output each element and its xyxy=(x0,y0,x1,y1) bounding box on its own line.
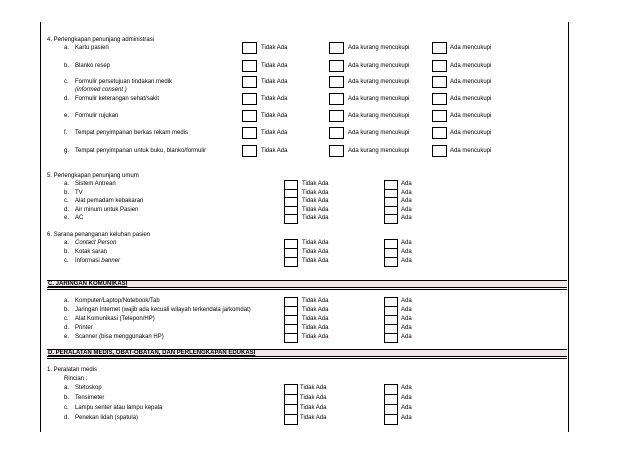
item-letter: d. xyxy=(64,206,70,213)
section-c-header xyxy=(47,280,567,288)
checkbox-tidak-ada[interactable] xyxy=(242,60,257,72)
checkbox-tidak-ada[interactable] xyxy=(284,414,298,425)
item-label-note: (informed consent ) xyxy=(75,87,127,93)
item-label: Penekan lidah (spatula) xyxy=(75,415,139,421)
checkbox-ada[interactable] xyxy=(384,214,398,224)
section-4-title: 4. Perlengkapan penunjang administrasi xyxy=(47,37,155,43)
option-label: Ada xyxy=(401,181,412,187)
option-label: Ada xyxy=(401,198,412,204)
option-label: Tidak Ada xyxy=(261,113,288,119)
checkbox-tidak-ada[interactable] xyxy=(242,127,257,139)
checkbox-tidak-ada[interactable] xyxy=(242,145,257,157)
item-letter: e. xyxy=(64,113,70,119)
section-c-title: C. JARINGAN KOMUNIKASI xyxy=(48,281,128,287)
checkbox-kurang[interactable] xyxy=(329,93,344,105)
option-label: Ada xyxy=(401,415,412,421)
option-label: Ada xyxy=(401,334,412,340)
checkbox-kurang[interactable] xyxy=(329,145,344,157)
checkbox-mencukupi[interactable] xyxy=(432,145,447,157)
option-label: Tidak Ada xyxy=(302,325,329,331)
option-label: Ada xyxy=(401,316,412,322)
checkbox-kurang[interactable] xyxy=(329,42,344,54)
option-label: Tidak Ada xyxy=(300,415,327,421)
item-label: Kartu pasien xyxy=(75,45,109,51)
option-label: Ada kurang mencukupi xyxy=(348,79,410,85)
item-letter: a. xyxy=(64,181,70,187)
checkbox-kurang[interactable] xyxy=(329,60,344,72)
item-label: AC xyxy=(75,215,84,221)
checkbox-mencukupi[interactable] xyxy=(432,127,447,139)
checkbox-ada[interactable] xyxy=(384,257,398,267)
item-label: Formulir rujukan xyxy=(75,113,119,119)
option-label: Ada kurang mencukupi xyxy=(348,148,410,154)
option-label: Ada mencukupi xyxy=(450,63,492,69)
item-letter: c. xyxy=(64,405,69,411)
checkbox-mencukupi[interactable] xyxy=(432,93,447,105)
item-letter: b. xyxy=(64,307,70,313)
option-label: Ada mencukupi xyxy=(450,45,492,51)
checkbox-kurang[interactable] xyxy=(329,110,344,122)
checkbox-tidak-ada[interactable] xyxy=(242,42,257,54)
option-label: Ada xyxy=(401,215,412,221)
option-label: Tidak Ada xyxy=(261,130,288,136)
section-d-note: Rincian : xyxy=(64,376,88,382)
checkbox-tidak-ada[interactable] xyxy=(242,76,257,88)
section-d-subtitle: 1. Peralatan medis xyxy=(47,367,98,373)
option-label: Tidak Ada xyxy=(261,96,288,102)
checkbox-ada[interactable] xyxy=(384,414,398,425)
item-letter: b. xyxy=(64,249,70,255)
item-letter: d. xyxy=(64,325,70,331)
option-label: Tidak Ada xyxy=(302,189,329,196)
divider xyxy=(47,289,567,290)
section-5-title: 5. Perlengkapan penunjang umum xyxy=(47,173,139,179)
item-label: Alat Komunikasi (Telepon/HP) xyxy=(75,316,155,322)
item-letter: b. xyxy=(64,63,70,69)
section-6-title: 6. Sarana penanganan keluhan pasien xyxy=(47,232,151,238)
checkbox-tidak-ada[interactable] xyxy=(242,93,257,105)
option-label: Tidak Ada xyxy=(302,206,329,213)
option-label: Tidak Ada xyxy=(302,307,329,313)
option-label: Ada kurang mencukupi xyxy=(348,45,410,51)
item-letter: b. xyxy=(64,395,70,401)
option-label: Tidak Ada xyxy=(302,298,329,304)
item-letter: b. xyxy=(64,189,70,196)
option-label: Ada mencukupi xyxy=(450,113,492,119)
item-label: TV xyxy=(75,189,83,196)
checkbox-mencukupi[interactable] xyxy=(432,60,447,72)
checkbox-tidak-ada[interactable] xyxy=(284,214,298,224)
option-label: Ada xyxy=(401,307,412,313)
option-label: Tidak Ada xyxy=(302,198,329,204)
item-label: Tempat penyimpanan berkas rekam medis xyxy=(75,130,189,136)
option-label: Tidak Ada xyxy=(302,334,329,340)
option-label: Ada xyxy=(401,240,412,246)
item-letter: d. xyxy=(64,415,70,421)
section-d-header xyxy=(47,349,567,357)
item-letter: c. xyxy=(64,258,69,264)
item-letter: a. xyxy=(64,298,70,304)
option-label: Tidak Ada xyxy=(261,79,288,85)
checkbox-tidak-ada[interactable] xyxy=(284,333,298,343)
divider xyxy=(47,358,567,359)
item-label: Alat pemadam kebakaran xyxy=(75,198,144,204)
option-label: Ada xyxy=(401,258,412,264)
item-letter: c. xyxy=(64,316,69,322)
option-label: Tidak Ada xyxy=(300,395,327,401)
checkbox-kurang[interactable] xyxy=(329,127,344,139)
item-label: Air minum untuk Pasien xyxy=(75,206,139,213)
checkbox-tidak-ada[interactable] xyxy=(242,110,257,122)
item-letter: e. xyxy=(64,334,70,340)
item-label: Contact Person xyxy=(75,240,117,246)
section-d-title: D. PERALATAN MEDIS, OBAT-OBATAN, DAN PERLENGKAPAN EDUKASI xyxy=(48,350,256,356)
item-label: Formulir persetujuan tindakan medik xyxy=(75,79,173,85)
item-label: Kotak saran xyxy=(75,249,108,255)
item-label: Komputer/Laptop/Notebook/Tab xyxy=(75,298,160,304)
option-label: Ada xyxy=(401,189,412,196)
item-letter: a. xyxy=(64,45,70,51)
item-letter: c. xyxy=(64,79,69,85)
option-label: Tidak Ada xyxy=(302,316,329,322)
item-label: Sistem Antrean xyxy=(75,181,116,187)
option-label: Ada mencukupi xyxy=(450,130,492,136)
option-label: Ada mencukupi xyxy=(450,79,492,85)
checkbox-mencukupi[interactable] xyxy=(432,42,447,54)
option-label: Tidak Ada xyxy=(302,240,329,246)
item-label: Printer xyxy=(75,325,93,331)
option-label: Tidak Ada xyxy=(261,63,288,69)
item-letter: a. xyxy=(64,385,70,391)
option-label: Ada mencukupi xyxy=(450,96,492,102)
option-label: Ada xyxy=(401,325,412,331)
item-letter: e. xyxy=(64,215,70,221)
checkbox-ada[interactable] xyxy=(384,333,398,343)
item-label: Tempat penyimpanan untuk buku, blanko/formulir xyxy=(75,148,207,154)
checkbox-mencukupi[interactable] xyxy=(432,76,447,88)
option-label: Ada kurang mencukupi xyxy=(348,96,410,102)
option-label: Tidak Ada xyxy=(302,215,329,221)
option-label: Ada xyxy=(401,395,412,401)
item-label: Blanko resep xyxy=(75,63,111,69)
option-label: Ada kurang mencukupi xyxy=(348,63,410,69)
option-label: Ada kurang mencukupi xyxy=(348,113,410,119)
option-label: Tidak Ada xyxy=(261,45,288,51)
item-label: Stetoskop xyxy=(75,385,102,391)
option-label: Ada kurang mencukupi xyxy=(348,130,410,136)
item-label xyxy=(75,258,120,265)
checkbox-kurang[interactable] xyxy=(329,76,344,88)
option-label: Tidak Ada xyxy=(302,181,329,187)
item-label: Lampu senter atau lampu kepala xyxy=(75,405,163,411)
item-label-text: Informasi xyxy=(75,258,100,264)
item-letter: f. xyxy=(64,130,68,136)
item-label: Tensimeter xyxy=(75,395,105,401)
item-letter: g. xyxy=(64,148,70,154)
option-label: Ada xyxy=(401,405,412,411)
option-label: Ada xyxy=(401,298,412,304)
item-letter: a. xyxy=(64,240,70,246)
item-letter: c. xyxy=(64,198,69,204)
option-label: Ada xyxy=(401,249,412,255)
checkbox-tidak-ada[interactable] xyxy=(284,257,298,267)
item-label: Scanner (bisa menggunakan HP) xyxy=(75,334,164,340)
item-label: Jaringan Internet (wajib ada kecuali wilayah terkendala jarkomdat) xyxy=(75,307,251,313)
option-label: Tidak Ada xyxy=(300,405,327,411)
item-label-italic: banner xyxy=(101,258,121,264)
option-label: Tidak Ada xyxy=(300,385,327,391)
option-label: Ada xyxy=(401,385,412,391)
option-label: Ada xyxy=(401,206,412,213)
option-label: Tidak Ada xyxy=(302,258,329,264)
option-label: Tidak Ada xyxy=(261,148,288,154)
option-label: Ada mencukupi xyxy=(450,148,492,154)
checkbox-mencukupi[interactable] xyxy=(432,110,447,122)
item-letter: d. xyxy=(64,96,70,102)
item-label: Formulir keterangan sehat/sakit xyxy=(75,96,160,102)
option-label: Tidak Ada xyxy=(302,249,329,255)
